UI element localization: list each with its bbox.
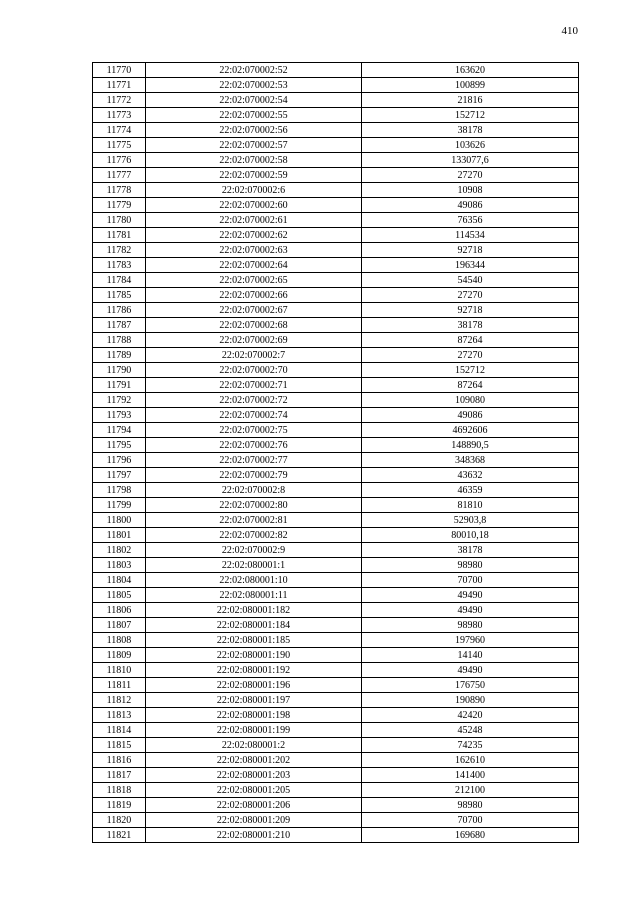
row-number-cell: 11800: [93, 513, 146, 528]
value-cell: 98980: [362, 618, 579, 633]
cadastral-number-cell: 22:02:070002:62: [146, 228, 362, 243]
cadastral-number-cell: 22:02:080001:210: [146, 828, 362, 843]
row-number-cell: 11806: [93, 603, 146, 618]
value-cell: 21816: [362, 93, 579, 108]
table-row: [93, 678, 579, 693]
table-row: [93, 108, 579, 123]
value-cell: 212100: [362, 783, 579, 798]
row-number-cell: 11789: [93, 348, 146, 363]
row-number-cell: 11794: [93, 423, 146, 438]
cadastral-number-cell: 22:02:070002:60: [146, 198, 362, 213]
row-number-cell: 11776: [93, 153, 146, 168]
table-row: [93, 543, 579, 558]
cadastral-number-cell: 22:02:070002:59: [146, 168, 362, 183]
cadastral-number-cell: 22:02:080001:203: [146, 768, 362, 783]
row-number-cell: 11785: [93, 288, 146, 303]
value-cell: 163620: [362, 63, 579, 78]
value-cell: 49490: [362, 588, 579, 603]
cadastral-number-cell: 22:02:070002:56: [146, 123, 362, 138]
value-cell: 348368: [362, 453, 579, 468]
value-cell: 27270: [362, 168, 579, 183]
value-cell: 92718: [362, 303, 579, 318]
cadastral-number-cell: 22:02:070002:55: [146, 108, 362, 123]
table-row: [93, 123, 579, 138]
table-row: [93, 633, 579, 648]
value-cell: 176750: [362, 678, 579, 693]
table-row: [93, 663, 579, 678]
page-number: 410: [561, 25, 578, 37]
row-number-cell: 11782: [93, 243, 146, 258]
row-number-cell: 11818: [93, 783, 146, 798]
cadastral-number-cell: 22:02:080001:1: [146, 558, 362, 573]
table-row: [93, 258, 579, 273]
row-number-cell: 11813: [93, 708, 146, 723]
cadastral-table: [92, 62, 579, 843]
table-row: [93, 768, 579, 783]
value-cell: 190890: [362, 693, 579, 708]
value-cell: 98980: [362, 558, 579, 573]
cadastral-number-cell: 22:02:080001:182: [146, 603, 362, 618]
table-row: [93, 153, 579, 168]
cadastral-number-cell: 22:02:070002:71: [146, 378, 362, 393]
row-number-cell: 11803: [93, 558, 146, 573]
cadastral-number-cell: 22:02:070002:70: [146, 363, 362, 378]
value-cell: 87264: [362, 333, 579, 348]
row-number-cell: 11817: [93, 768, 146, 783]
value-cell: 27270: [362, 348, 579, 363]
table-row: [93, 138, 579, 153]
row-number-cell: 11777: [93, 168, 146, 183]
value-cell: 87264: [362, 378, 579, 393]
cadastral-number-cell: 22:02:070002:7: [146, 348, 362, 363]
table-row: [93, 438, 579, 453]
table-row: [93, 183, 579, 198]
table-row: [93, 528, 579, 543]
table-row: [93, 648, 579, 663]
cadastral-number-cell: 22:02:080001:11: [146, 588, 362, 603]
row-number-cell: 11807: [93, 618, 146, 633]
table-row: [93, 828, 579, 843]
row-number-cell: 11812: [93, 693, 146, 708]
cadastral-number-cell: 22:02:080001:196: [146, 678, 362, 693]
table-row: [93, 273, 579, 288]
cadastral-number-cell: 22:02:070002:68: [146, 318, 362, 333]
cadastral-number-cell: 22:02:070002:77: [146, 453, 362, 468]
cadastral-number-cell: 22:02:080001:192: [146, 663, 362, 678]
cadastral-number-cell: 22:02:070002:69: [146, 333, 362, 348]
value-cell: 70700: [362, 813, 579, 828]
row-number-cell: 11798: [93, 483, 146, 498]
cadastral-number-cell: 22:02:080001:2: [146, 738, 362, 753]
value-cell: 92718: [362, 243, 579, 258]
value-cell: 100899: [362, 78, 579, 93]
cadastral-number-cell: 22:02:070002:75: [146, 423, 362, 438]
row-number-cell: 11816: [93, 753, 146, 768]
row-number-cell: 11781: [93, 228, 146, 243]
row-number-cell: 11802: [93, 543, 146, 558]
value-cell: 133077,6: [362, 153, 579, 168]
row-number-cell: 11787: [93, 318, 146, 333]
table-row: [93, 378, 579, 393]
row-number-cell: 11778: [93, 183, 146, 198]
value-cell: 49490: [362, 603, 579, 618]
cadastral-number-cell: 22:02:070002:63: [146, 243, 362, 258]
cadastral-number-cell: 22:02:070002:64: [146, 258, 362, 273]
table-row: [93, 558, 579, 573]
cadastral-number-cell: 22:02:070002:72: [146, 393, 362, 408]
value-cell: 141400: [362, 768, 579, 783]
cadastral-number-cell: 22:02:070002:74: [146, 408, 362, 423]
value-cell: 14140: [362, 648, 579, 663]
cadastral-number-cell: 22:02:070002:65: [146, 273, 362, 288]
row-number-cell: 11796: [93, 453, 146, 468]
cadastral-number-cell: 22:02:070002:52: [146, 63, 362, 78]
value-cell: 74235: [362, 738, 579, 753]
cadastral-number-cell: 22:02:070002:80: [146, 498, 362, 513]
row-number-cell: 11774: [93, 123, 146, 138]
row-number-cell: 11815: [93, 738, 146, 753]
cadastral-number-cell: 22:02:070002:82: [146, 528, 362, 543]
table-row: [93, 813, 579, 828]
table-row: [93, 348, 579, 363]
cadastral-number-cell: 22:02:080001:197: [146, 693, 362, 708]
table-row: [93, 468, 579, 483]
table-row: [93, 798, 579, 813]
table-row: [93, 93, 579, 108]
row-number-cell: 11814: [93, 723, 146, 738]
cadastral-number-cell: 22:02:070002:67: [146, 303, 362, 318]
cadastral-number-cell: 22:02:080001:206: [146, 798, 362, 813]
cadastral-number-cell: 22:02:070002:58: [146, 153, 362, 168]
value-cell: 38178: [362, 318, 579, 333]
value-cell: 169680: [362, 828, 579, 843]
table-row: [93, 738, 579, 753]
row-number-cell: 11810: [93, 663, 146, 678]
value-cell: 81810: [362, 498, 579, 513]
row-number-cell: 11808: [93, 633, 146, 648]
table-row: [93, 393, 579, 408]
row-number-cell: 11805: [93, 588, 146, 603]
cadastral-number-cell: 22:02:080001:202: [146, 753, 362, 768]
cadastral-number-cell: 22:02:070002:76: [146, 438, 362, 453]
row-number-cell: 11820: [93, 813, 146, 828]
table-row: [93, 783, 579, 798]
value-cell: 80010,18: [362, 528, 579, 543]
value-cell: 43632: [362, 468, 579, 483]
row-number-cell: 11770: [93, 63, 146, 78]
row-number-cell: 11809: [93, 648, 146, 663]
table-row: [93, 723, 579, 738]
cadastral-number-cell: 22:02:070002:9: [146, 543, 362, 558]
cadastral-number-cell: 22:02:070002:6: [146, 183, 362, 198]
cadastral-number-cell: 22:02:080001:199: [146, 723, 362, 738]
table-row: [93, 708, 579, 723]
row-number-cell: 11784: [93, 273, 146, 288]
cadastral-number-cell: 22:02:080001:184: [146, 618, 362, 633]
value-cell: 52903,8: [362, 513, 579, 528]
cadastral-number-cell: 22:02:070002:57: [146, 138, 362, 153]
cadastral-number-cell: 22:02:080001:198: [146, 708, 362, 723]
table-row: [93, 603, 579, 618]
cadastral-number-cell: 22:02:070002:79: [146, 468, 362, 483]
table-row: [93, 573, 579, 588]
row-number-cell: 11779: [93, 198, 146, 213]
table-row: [93, 423, 579, 438]
value-cell: 45248: [362, 723, 579, 738]
cadastral-number-cell: 22:02:070002:8: [146, 483, 362, 498]
table-row: [93, 453, 579, 468]
row-number-cell: 11790: [93, 363, 146, 378]
value-cell: 46359: [362, 483, 579, 498]
value-cell: 49490: [362, 663, 579, 678]
table-row: [93, 228, 579, 243]
value-cell: 4692606: [362, 423, 579, 438]
cadastral-number-cell: 22:02:070002:81: [146, 513, 362, 528]
row-number-cell: 11773: [93, 108, 146, 123]
table-row: [93, 408, 579, 423]
value-cell: 76356: [362, 213, 579, 228]
cadastral-number-cell: 22:02:080001:205: [146, 783, 362, 798]
row-number-cell: 11783: [93, 258, 146, 273]
value-cell: 54540: [362, 273, 579, 288]
row-number-cell: 11792: [93, 393, 146, 408]
value-cell: 49086: [362, 198, 579, 213]
row-number-cell: 11786: [93, 303, 146, 318]
cadastral-number-cell: 22:02:080001:209: [146, 813, 362, 828]
cadastral-number-cell: 22:02:080001:185: [146, 633, 362, 648]
value-cell: 103626: [362, 138, 579, 153]
row-number-cell: 11788: [93, 333, 146, 348]
cadastral-number-cell: 22:02:070002:61: [146, 213, 362, 228]
row-number-cell: 11771: [93, 78, 146, 93]
value-cell: 109080: [362, 393, 579, 408]
value-cell: 38178: [362, 123, 579, 138]
table-row: [93, 618, 579, 633]
value-cell: 38178: [362, 543, 579, 558]
value-cell: 70700: [362, 573, 579, 588]
table-row: [93, 78, 579, 93]
table-row: [93, 483, 579, 498]
value-cell: 27270: [362, 288, 579, 303]
value-cell: 148890,5: [362, 438, 579, 453]
value-cell: 152712: [362, 363, 579, 378]
cadastral-number-cell: 22:02:080001:10: [146, 573, 362, 588]
value-cell: 152712: [362, 108, 579, 123]
row-number-cell: 11795: [93, 438, 146, 453]
table-row: [93, 168, 579, 183]
table-row: [93, 513, 579, 528]
row-number-cell: 11772: [93, 93, 146, 108]
table-row: [93, 303, 579, 318]
row-number-cell: 11793: [93, 408, 146, 423]
row-number-cell: 11804: [93, 573, 146, 588]
table-row: [93, 63, 579, 78]
value-cell: 162610: [362, 753, 579, 768]
table-row: [93, 333, 579, 348]
value-cell: 196344: [362, 258, 579, 273]
row-number-cell: 11797: [93, 468, 146, 483]
value-cell: 49086: [362, 408, 579, 423]
row-number-cell: 11819: [93, 798, 146, 813]
table-row: [93, 363, 579, 378]
table-row: [93, 588, 579, 603]
row-number-cell: 11791: [93, 378, 146, 393]
table-row: [93, 753, 579, 768]
table-row: [93, 318, 579, 333]
table-row: [93, 288, 579, 303]
cadastral-number-cell: 22:02:070002:54: [146, 93, 362, 108]
value-cell: 197960: [362, 633, 579, 648]
table-body: [93, 63, 579, 843]
row-number-cell: 11811: [93, 678, 146, 693]
cadastral-number-cell: 22:02:070002:53: [146, 78, 362, 93]
row-number-cell: 11801: [93, 528, 146, 543]
table-row: [93, 213, 579, 228]
value-cell: 42420: [362, 708, 579, 723]
table-row: [93, 693, 579, 708]
table-row: [93, 243, 579, 258]
table-row: [93, 198, 579, 213]
row-number-cell: 11799: [93, 498, 146, 513]
cadastral-number-cell: 22:02:070002:66: [146, 288, 362, 303]
value-cell: 114534: [362, 228, 579, 243]
cadastral-number-cell: 22:02:080001:190: [146, 648, 362, 663]
value-cell: 98980: [362, 798, 579, 813]
value-cell: 10908: [362, 183, 579, 198]
table-row: [93, 498, 579, 513]
row-number-cell: 11775: [93, 138, 146, 153]
row-number-cell: 11821: [93, 828, 146, 843]
row-number-cell: 11780: [93, 213, 146, 228]
